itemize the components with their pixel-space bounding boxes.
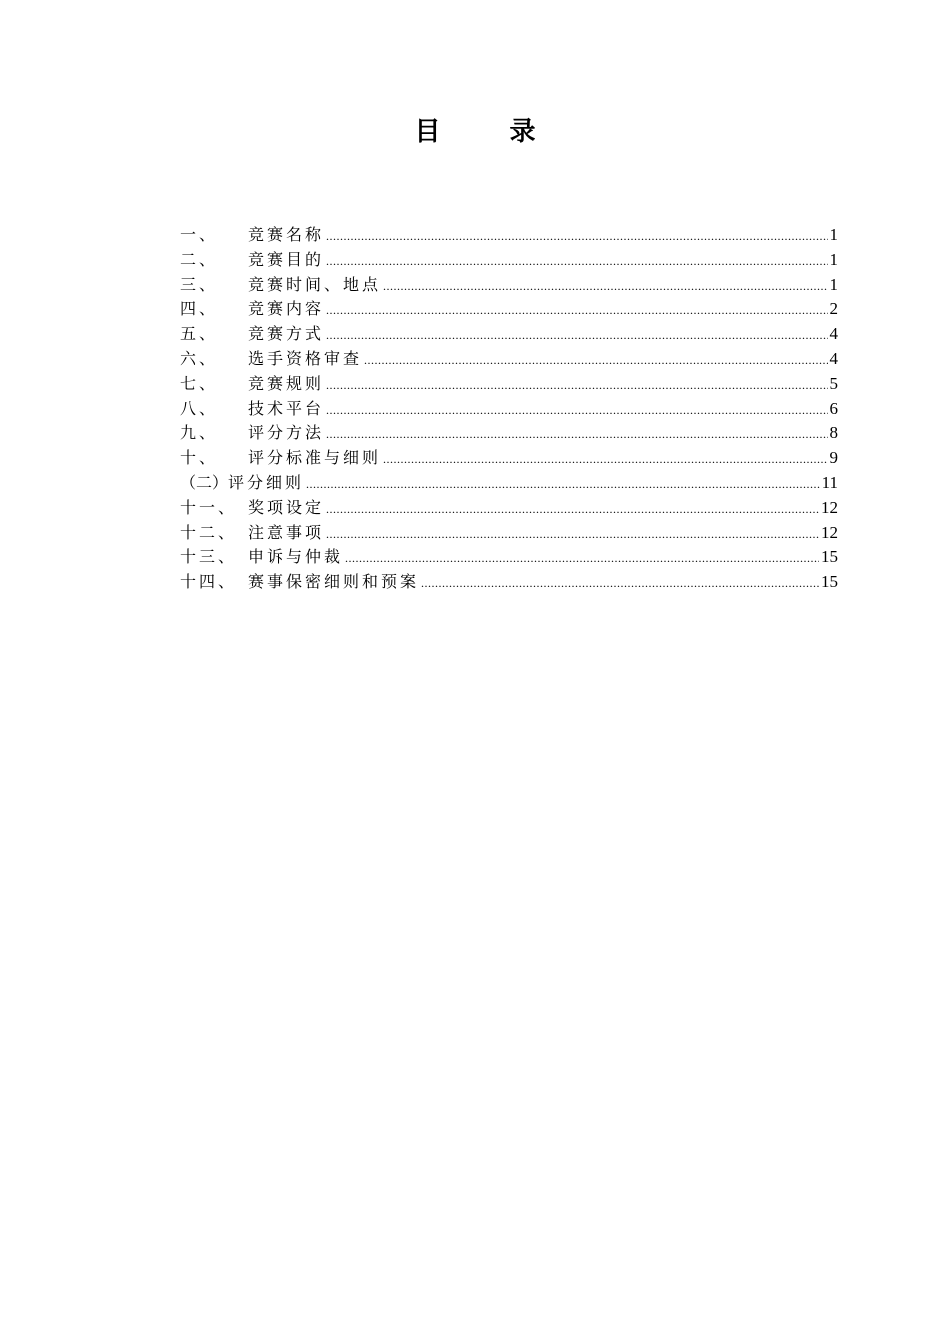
toc-entry-number: 二、 (180, 249, 219, 269)
toc-entry-page: 1 (829, 225, 838, 244)
toc-entry-page: 9 (829, 448, 838, 468)
toc-entry-number: 五、 (180, 324, 219, 344)
toc-entry[interactable] (180, 248, 838, 273)
toc-entry-number: 一、 (180, 225, 219, 244)
toc-entry[interactable] (180, 273, 838, 298)
toc-entry[interactable] (180, 322, 838, 347)
toc-entry-label: 评分标准与细则 (248, 448, 382, 468)
toc-dot-leader (364, 348, 827, 373)
toc-dot-leader (326, 497, 819, 522)
toc-dot-leader (345, 546, 819, 571)
toc-entry[interactable] (180, 297, 838, 322)
toc-entry-label: 奖项设定 (248, 497, 325, 517)
toc-entry-page: 1 (829, 249, 838, 269)
toc-entry[interactable] (180, 347, 838, 372)
toc-dot-leader (326, 249, 827, 274)
toc-entry-page: 1 (829, 274, 838, 294)
toc-dot-leader (421, 571, 819, 596)
toc-entry-number: 九、 (180, 423, 219, 443)
toc-entry-page: 15 (821, 547, 838, 567)
toc-entry-page: 15 (821, 572, 838, 592)
toc-entry-number: 十三、 (180, 547, 238, 567)
toc-entry-number: 十一、 (180, 497, 238, 517)
toc-entry[interactable] (180, 421, 838, 446)
toc-entry-page: 8 (829, 423, 838, 443)
toc-entry-page: 12 (821, 497, 838, 517)
toc-entry-label: 技术平台 (248, 398, 325, 418)
toc-entry-label: 赛事保密细则和预案 (248, 572, 420, 592)
toc-dot-leader (326, 398, 827, 423)
toc-entry-number: 七、 (180, 373, 219, 393)
toc-entry-page: 6 (829, 398, 838, 418)
toc-entry[interactable] (180, 496, 838, 521)
toc-entry-label: 竞赛规则 (248, 373, 325, 393)
toc-entry-page: 12 (821, 522, 838, 542)
toc-entry-label: 竞赛目的 (248, 249, 325, 269)
toc-entry-page: 2 (829, 299, 838, 319)
toc-entry-page: 4 (829, 348, 838, 368)
toc-entry-label: 评分方法 (248, 423, 325, 443)
toc-entry[interactable] (180, 397, 838, 422)
toc-dot-leader (326, 224, 827, 249)
toc-dot-leader (383, 274, 827, 299)
toc-entry[interactable] (180, 471, 838, 496)
toc-entry-label: 竞赛时间、地点 (248, 274, 382, 294)
toc-dot-leader (383, 447, 827, 472)
toc-entry-label: 申诉与仲裁 (248, 547, 344, 567)
toc-dot-leader (306, 472, 820, 497)
toc-entry-page: 11 (821, 472, 838, 492)
toc-entry-number: 十二、 (180, 522, 238, 542)
table-of-contents (180, 223, 838, 595)
toc-entry-number: 三、 (180, 274, 219, 294)
toc-entry[interactable] (180, 570, 838, 595)
toc-entry-number: 十四、 (180, 572, 238, 592)
toc-dot-leader (326, 522, 819, 547)
toc-entry[interactable] (180, 545, 838, 570)
toc-entry-label: 注意事项 (248, 522, 325, 542)
toc-entry-label: 选手资格审查 (248, 348, 363, 368)
toc-dot-leader (326, 373, 827, 398)
toc-entry-page: 4 (829, 324, 838, 344)
toc-dot-leader (326, 323, 827, 348)
toc-entry-label: 竞赛内容 (248, 299, 325, 319)
toc-entry-page: 5 (829, 373, 838, 393)
toc-entry-label: 竞赛名称 (248, 225, 325, 244)
toc-dot-leader (326, 298, 827, 323)
toc-entry-number: 六、 (180, 348, 219, 368)
toc-entry-label: 评分细则 (228, 472, 305, 492)
toc-entry[interactable] (180, 521, 838, 546)
toc-entry[interactable] (180, 446, 838, 471)
toc-entry-number: （二） (180, 472, 229, 492)
toc-entry-number: 八、 (180, 398, 219, 418)
page-title: 目 录 (414, 117, 566, 147)
toc-entry-label: 竞赛方式 (248, 324, 325, 344)
toc-entry[interactable] (180, 223, 838, 248)
toc-entry-number: 十、 (180, 448, 219, 468)
toc-dot-leader (326, 422, 827, 447)
toc-entry[interactable] (180, 372, 838, 397)
toc-entry-number: 四、 (180, 299, 219, 319)
